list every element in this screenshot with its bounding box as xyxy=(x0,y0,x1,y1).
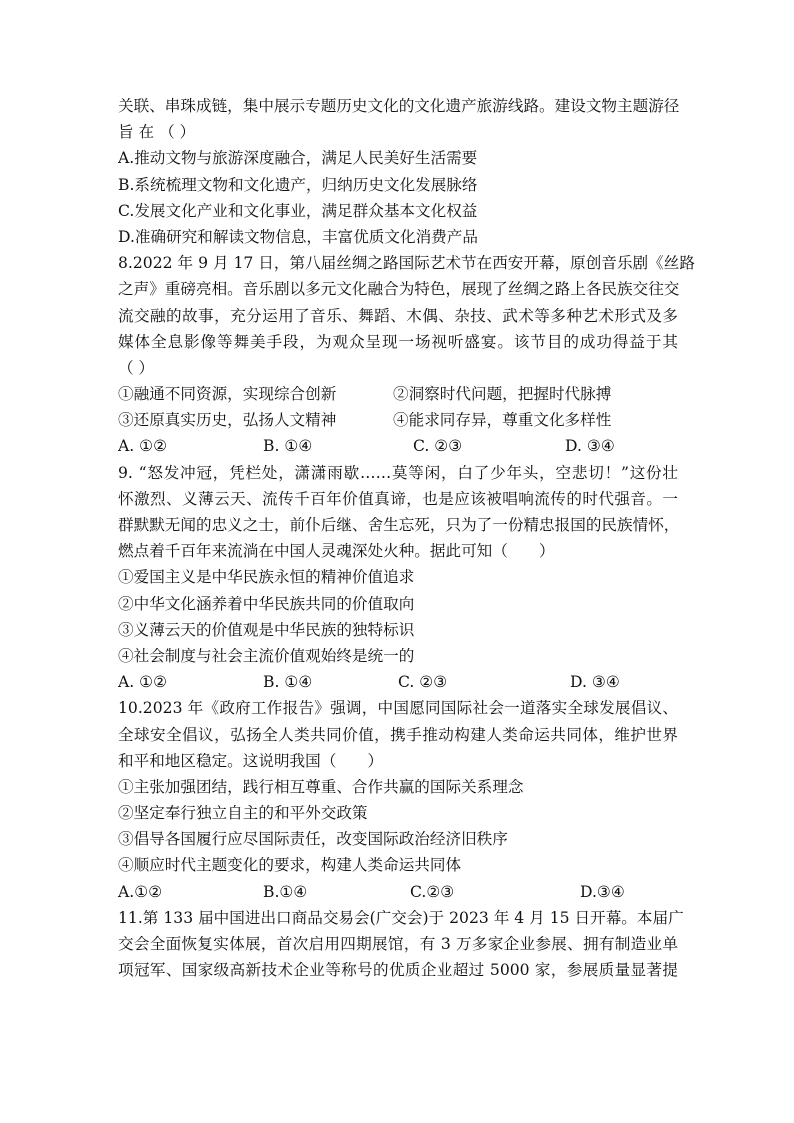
choice-c: C. ②③ xyxy=(398,673,448,692)
question-text-line: 9. “怒发冲冠，凭栏处，潇潇雨歇……莫等闲，白了少年头，空悲切！”这份壮 xyxy=(118,463,678,482)
statement-1: ①融通不同资源，实现综合创新 xyxy=(118,385,337,404)
statement-2: ②中华文化涵养着中华民族共同的价值取向 xyxy=(118,594,415,613)
statement-1: ①主张加强团结，践行相互尊重、合作共赢的国际关系理念 xyxy=(118,777,524,796)
question-text-line: 之声》重磅亮相。音乐剧以多元文化融合为特色，展现了丝绸之路上各民族交往交 xyxy=(118,280,680,299)
statement-4: ④社会制度与社会主流价值观始终是统一的 xyxy=(118,646,415,665)
question-text-line: 旨 在 （ ） xyxy=(118,123,196,142)
statement-3: ③还原真实历史，弘扬人文精神 xyxy=(118,411,337,430)
question-text-line: 关联、串珠成链，集中展示专题历史文化的文化遗产旅游线路。建设文物主题游径 xyxy=(118,97,680,115)
choice-b: B.①④ xyxy=(263,882,308,901)
question-text-line: 8.2022 年 9 月 17 日，第八届丝绸之路国际艺术节在西安开幕，原创音乐剧《丝路 xyxy=(118,254,695,273)
question-text-line: 群默默无闻的忠义之士，前仆后继、舍生忘死，只为了一份精忠报国的民族情怀， xyxy=(118,516,680,534)
question-text-line: 项冠军、国家级高新技术企业等称号的优质企业超过 5000 家，参展质量显著提 xyxy=(118,961,678,980)
question-11 xyxy=(118,905,684,984)
choice-d: D. ③④ xyxy=(570,673,620,692)
question-10 xyxy=(118,695,678,905)
question-text-line: 10.2023 年《政府工作报告》强调，中国愿同国际社会一道落实全球发展倡议、 xyxy=(118,699,678,718)
choice-a: A.①② xyxy=(118,882,163,901)
statement-1: ①爱国主义是中华民族永恒的精神价值追求 xyxy=(118,568,415,587)
choice-c: C. ②③ xyxy=(413,437,463,456)
option-d: D.准确研究和解读文物信息，丰富优质文化消费产品 xyxy=(118,227,478,246)
statement-row xyxy=(118,381,678,407)
option-a: A.推动文物与旅游深度融合，满足人民美好生活需要 xyxy=(118,149,478,168)
question-8 xyxy=(118,250,695,460)
exam-page xyxy=(118,93,695,983)
statement-4: ④能求同存异，尊重文化多样性 xyxy=(393,411,612,430)
statement-row xyxy=(118,407,678,433)
statement-4: ④顺应时代主题变化的要求，构建人类命运共同体 xyxy=(118,856,462,875)
choice-c: C.②③ xyxy=(410,882,455,901)
choice-d: D.③④ xyxy=(580,882,625,901)
choice-row xyxy=(118,433,678,459)
question-text-line: 交会全面恢复实体展，首次启用四期展馆，有 3 万多家企业参展、拥有制造业单 xyxy=(118,935,678,953)
choice-b: B. ①④ xyxy=(263,673,313,692)
choice-row xyxy=(118,669,678,695)
question-text-line: 全球安全倡议，弘扬全人类共同价值，携手推动构建人类命运共同体，维护世界 xyxy=(118,725,678,744)
question-text-line: 媒体全息影像等舞美手段，为观众呈现一场视听盛宴。该节目的成功得益于其 xyxy=(118,332,678,351)
option-b: B.系统梳理文物和文化遗产，归纳历史文化发展脉络 xyxy=(118,175,478,194)
question-text-line: 11.第 133 届中国进出口商品交易会(广交会)于 2023 年 4 月 15 日开幕。本届广 xyxy=(118,908,684,927)
choice-a: A. ①② xyxy=(118,673,168,692)
statement-2: ②坚定奉行独立自主的和平外交政策 xyxy=(118,804,368,823)
question-text-line: （ ） xyxy=(118,358,155,377)
question-text-line: 和平和地区稳定。这说明我国（ ） xyxy=(118,751,384,770)
question-text-line: 怀激烈、义薄云天、流传千百年价值真谛，也是应该被唱响流传的时代强音。一 xyxy=(118,489,678,508)
choice-b: B. ①④ xyxy=(263,437,313,456)
statement-2: ②洞察时代问题，把握时代脉搏 xyxy=(393,385,612,404)
option-c: C.发展文化产业和文化事业，满足群众基本文化权益 xyxy=(118,201,478,220)
choice-a: A. ①② xyxy=(118,437,168,456)
question-9 xyxy=(118,460,678,696)
choice-d: D. ③④ xyxy=(565,437,615,456)
question-7 xyxy=(118,93,678,250)
statement-3: ③义薄云天的价值观是中华民族的独特标识 xyxy=(118,620,415,639)
statement-3: ③倡导各国履行应尽国际责任，改变国际政治经济旧秩序 xyxy=(118,830,508,849)
question-text-line: 流交融的故事，充分运用了音乐、舞蹈、木偶、杂技、武术等多种艺术形式及多 xyxy=(118,306,678,325)
question-text-line: 燃点着千百年来流淌在中国人灵魂深处火种。据此可知（ ） xyxy=(118,542,555,561)
choice-row xyxy=(118,879,678,905)
